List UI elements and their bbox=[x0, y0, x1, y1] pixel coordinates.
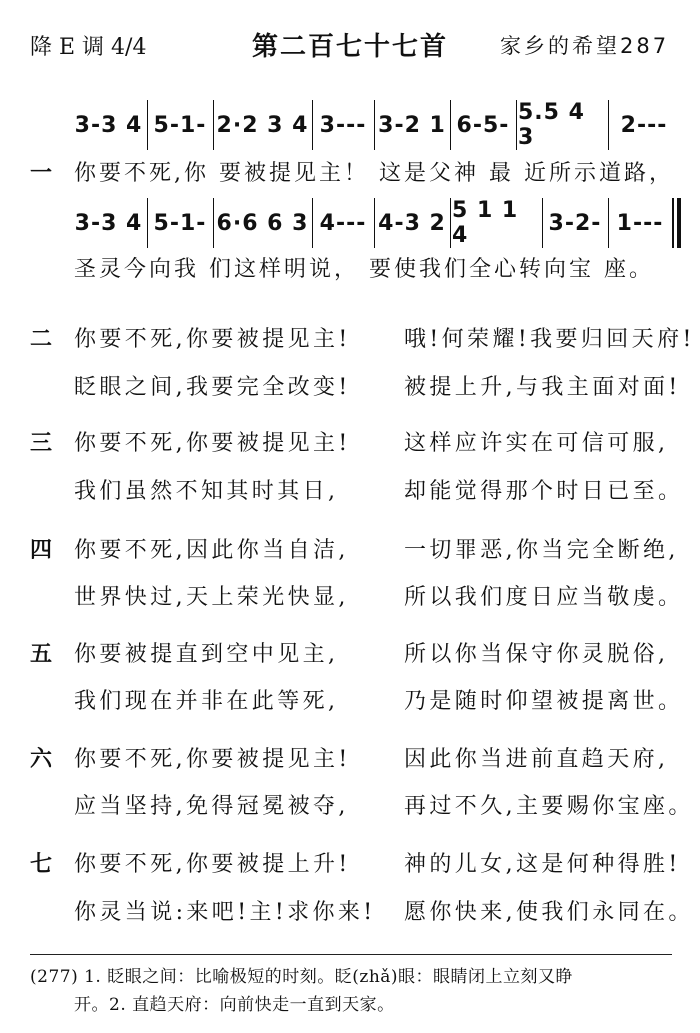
stanza-number: 七 bbox=[30, 851, 53, 877]
stanza-right-line-1: 神的儿女,这是何种得胜! bbox=[404, 852, 681, 877]
barline bbox=[213, 100, 214, 150]
theme-text: 家乡的希望 bbox=[500, 34, 620, 58]
measure: 5-1- bbox=[153, 210, 207, 236]
measure: 2·2 3 4 bbox=[216, 112, 309, 138]
stanza-right-line-1: 一切罪恶,你当完全断绝, bbox=[404, 538, 679, 563]
measure: 1--- bbox=[616, 210, 664, 236]
notation-line-2 bbox=[72, 196, 684, 250]
hymn-theme bbox=[500, 30, 669, 60]
measure: 6-5- bbox=[456, 112, 510, 138]
measure: 3-3 4 bbox=[74, 210, 143, 236]
barline bbox=[450, 100, 451, 150]
measure: 2--- bbox=[620, 112, 668, 138]
verse-1-line-1: 你要不死,你 要被提见主！ 这是父神 最 近所示道路， bbox=[74, 161, 674, 186]
stanza-right-line-1: 哦!何荣耀!我要归回天府! bbox=[404, 327, 695, 352]
stanza-right-line-1: 这样应许实在可信可服, bbox=[404, 431, 669, 456]
page-number: 287 bbox=[620, 34, 670, 58]
barline bbox=[312, 198, 313, 248]
stanza-left-line-2: 眨眼之间,我要完全改变! bbox=[74, 375, 351, 400]
measure: 4--- bbox=[319, 210, 367, 236]
hymn-title: 第二百七十七首 bbox=[252, 32, 449, 62]
stanza-left-line-1: 你要不死,你要被提上升! bbox=[74, 852, 351, 877]
stanza-left-line-1: 你要不死,因此你当自洁, bbox=[74, 538, 349, 563]
stanza-right-line-1: 所以你当保守你灵脱俗, bbox=[404, 642, 669, 667]
barline bbox=[542, 198, 543, 248]
stanza-right-line-2: 却能觉得那个时日已至。 bbox=[404, 479, 684, 504]
stanza-left-line-2: 你灵当说:来吧!主!求你来! bbox=[74, 900, 376, 925]
measure: 6·6 6 3 bbox=[216, 210, 309, 236]
stanza-number: 四 bbox=[30, 537, 53, 563]
verse-1-line-2: 圣灵今向我 们这样明说， 要使我们全心转向宝 座。 bbox=[74, 257, 654, 282]
barline bbox=[374, 100, 375, 150]
barline bbox=[147, 198, 148, 248]
measure: 4-3 2 bbox=[378, 210, 446, 236]
barline bbox=[312, 100, 313, 150]
stanza-right-line-2: 被提上升,与我主面对面! bbox=[404, 375, 681, 400]
stanza-left-line-2: 我们虽然不知其时其日, bbox=[74, 479, 339, 504]
measure: 5 1 1 4 bbox=[452, 198, 519, 248]
stanza-left-line-2: 应当坚持,免得冠冕被夺, bbox=[74, 794, 349, 819]
stanza-right-line-2: 所以我们度日应当敬虔。 bbox=[404, 585, 684, 610]
stanza-number: 六 bbox=[30, 746, 53, 772]
final-barline-thick bbox=[677, 198, 681, 248]
measure: 3-2- bbox=[548, 210, 602, 236]
measure: 5-1- bbox=[153, 112, 207, 138]
barline bbox=[608, 100, 609, 150]
stanza-left-line-1: 你要被提直到空中见主, bbox=[74, 642, 339, 667]
stanza-right-line-2: 乃是随时仰望被提离世。 bbox=[404, 689, 684, 714]
stanza-left-line-2: 我们现在并非在此等死, bbox=[74, 689, 339, 714]
stanza-left-line-1: 你要不死,你要被提见主! bbox=[74, 431, 351, 456]
verse-number: 一 bbox=[30, 160, 53, 186]
stanza-right-line-2: 愿你快来,使我们永同在。 bbox=[404, 900, 694, 925]
measure: 3--- bbox=[319, 112, 367, 138]
barline bbox=[516, 100, 517, 150]
stanza-left-line-2: 世界快过,天上荣光快显, bbox=[74, 585, 349, 610]
stanza-left-line-1: 你要不死,你要被提见主! bbox=[74, 327, 351, 352]
barline bbox=[450, 198, 451, 248]
final-barline-thin bbox=[672, 198, 674, 248]
footnote-line-1: (277) 1. 眨眼之间：比喻极短的时刻。眨(zhǎ)眼：眼睛闭上立刻又睁 bbox=[30, 967, 574, 987]
key-signature: 降 E 调 4/4 bbox=[30, 35, 147, 60]
measure: 3-2 1 bbox=[378, 112, 446, 138]
stanza-number: 三 bbox=[30, 430, 53, 456]
notation-line-1 bbox=[72, 98, 684, 152]
stanza-number: 五 bbox=[30, 641, 53, 667]
measure: 3-3 4 bbox=[74, 112, 143, 138]
stanza-left-line-1: 你要不死,你要被提见主! bbox=[74, 747, 351, 772]
footnote-divider bbox=[30, 954, 672, 955]
footnote-line-2: 开。2. 直趋天府：向前快走一直到天家。 bbox=[74, 995, 395, 1015]
measure: 5.5 4 3 bbox=[518, 100, 585, 150]
stanza-right-line-1: 因此你当进前直趋天府, bbox=[404, 747, 669, 772]
barline bbox=[608, 198, 609, 248]
barline bbox=[147, 100, 148, 150]
stanza-number: 二 bbox=[30, 326, 53, 352]
barline bbox=[374, 198, 375, 248]
barline bbox=[213, 198, 214, 248]
stanza-right-line-2: 再过不久,主要赐你宝座。 bbox=[404, 794, 694, 819]
